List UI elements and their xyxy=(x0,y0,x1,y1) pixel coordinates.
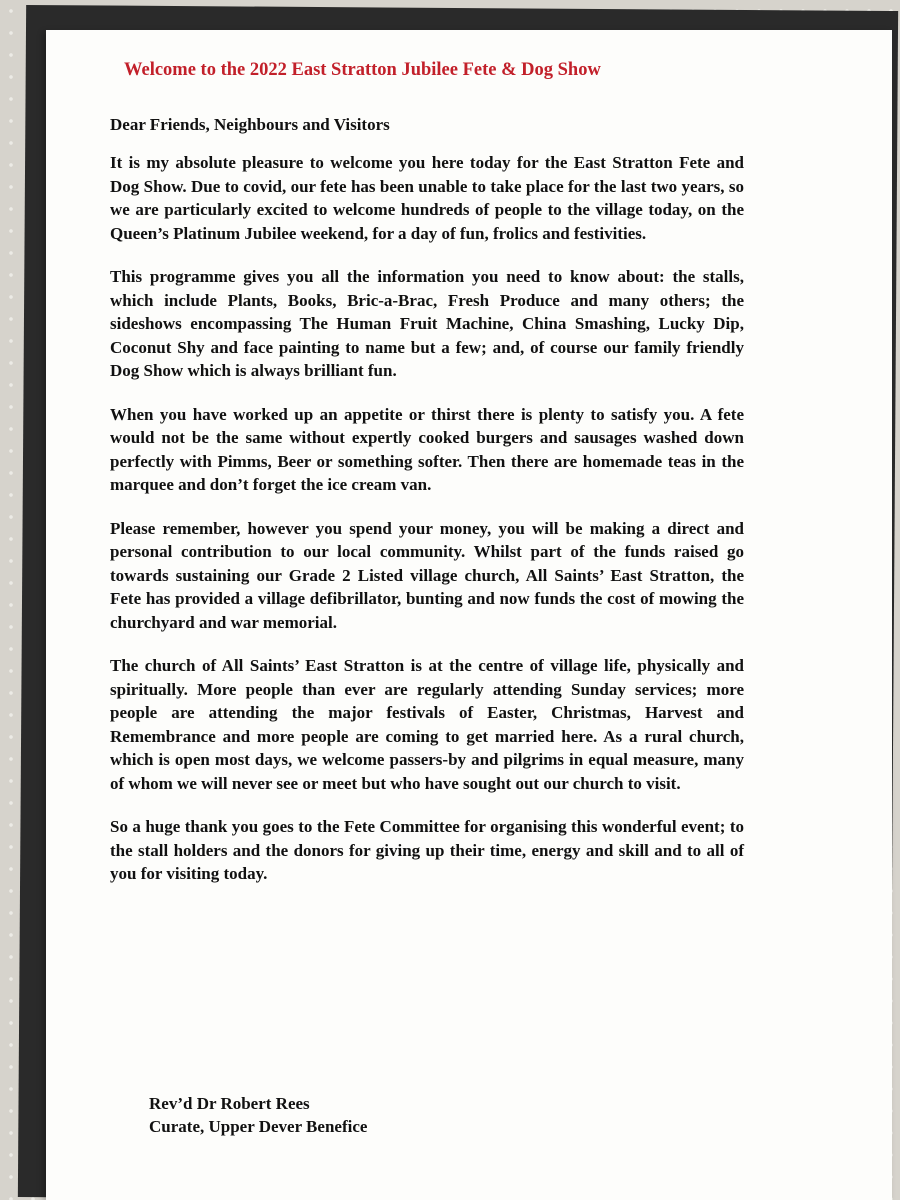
signature-role: Curate, Upper Dever Benefice xyxy=(149,1117,368,1136)
salutation: Dear Friends, Neighbours and Visitors xyxy=(110,115,390,134)
page-title: Welcome to the 2022 East Stratton Jubilee Fete & Dog Show xyxy=(124,60,601,80)
signature-block xyxy=(149,1092,367,1138)
signature-name: Rev’d Dr Robert Rees xyxy=(149,1094,310,1113)
paragraph-church: The church of All Saints’ East Stratton is at the centre of village life, physically and spiritually. More people than ever are regularly attending Sunday services; more people are attending the major festivals of Easter, Christmas, Harvest and Remembrance and more people are coming to get married here. As a rural church, which is open most days, we welcome passers-by and pilgrims in equal measure, many of whom we will never see or meet but who have sought out our church to visit. xyxy=(110,656,744,793)
paragraph-programme: This programme gives you all the information you need to know about: the stalls, which include Plants, Books, Bric-a-Brac, Fresh Produce and many others; the sideshows encompassing The Human Fruit Machine, China Smashing, Lucky Dip, Coconut Shy and face painting to name but a few; and, of course our family friendly Dog Show which is always brilliant fun. xyxy=(110,267,744,380)
paragraph-refreshments: When you have worked up an appetite or thirst there is plenty to satisfy you. A fete would not be the same without expertly cooked burgers and sausages washed down perfectly with Pimms, Beer or something softer. Then there are homemade teas in the marquee and don’t forget the ice cream van. xyxy=(110,404,744,494)
letter-body xyxy=(110,60,744,906)
paragraph-welcome: It is my absolute pleasure to welcome you here today for the East Stratton Fete and Dog Show. Due to covid, our fete has been unable to take place for the last two years, so we are particularly excited to welcome hundreds of people to the village today, on the Queen’s Platinum Jubilee weekend, for a day of fun, frolics and festivities. xyxy=(110,153,744,243)
paragraph-thanks: So a huge thank you goes to the Fete Committee for organising this wonderful event; to the stall holders and the donors for giving up their time, energy and skill and to all of you for visiting today. xyxy=(110,817,744,883)
paragraph-contribution: Please remember, however you spend your money, you will be making a direct and personal contribution to our local community. Whilst part of the funds raised go towards sustaining our Grade 2 Listed village church, All Saints’ East Stratton, the Fete has provided a village defibrillator, bunting and now funds the cost of mowing the churchyard and war memorial. xyxy=(110,518,744,632)
